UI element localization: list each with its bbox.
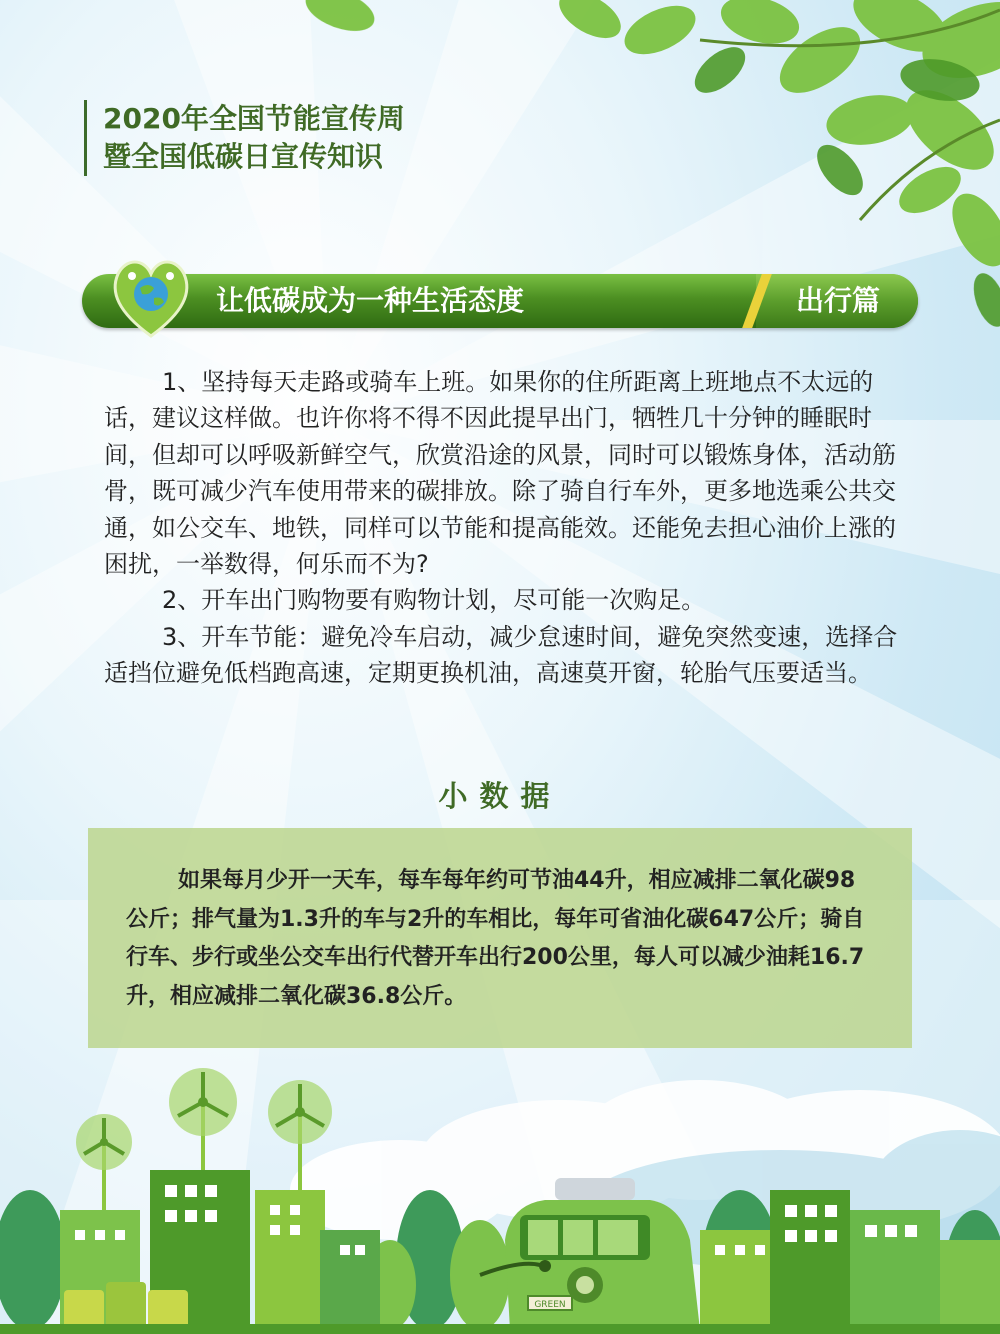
paragraph-3: 3、开车节能：避免冷车启动，减少怠速时间，避免突然变速，选择合适挡位避免低档跑高速，定期更换机油，高速莫开窗，轮胎气压要适当。 xyxy=(104,622,898,688)
header-line-2: 暨全国低碳日宣传知识 xyxy=(103,140,384,173)
paragraph-1: 1、坚持每天走路或骑车上班。如果你的住所距离上班地点不太远的话，建议这样做。也许你将不得不因此提早出门，牺牲几十分钟的睡眠时间，但却可以呼吸新鲜空气，欣赏沿途的风景，同时可以锻炼身体，活动筋骨，既可减少汽车使用带来的碳排放。除了骑自行车外，更多地选乘公共交通，如公交车、地铁，同样可以节能和提高能效。还能免去担心油价上涨的困扰，一举数得，何乐而不为? xyxy=(104,368,896,579)
green-city-illustration xyxy=(0,1060,1000,1334)
header-line-1: 2020年全国节能宣传周 xyxy=(103,102,405,135)
banner-tag: 出行篇 xyxy=(795,284,880,317)
article-body xyxy=(104,364,914,692)
section-banner xyxy=(82,274,918,328)
data-section-title: 小数据 xyxy=(438,779,562,813)
heart-globe-icon xyxy=(108,252,194,342)
poster-header xyxy=(84,100,405,176)
paragraph-2: 2、开车出门购物要有购物计划，尽可能一次购足。 xyxy=(162,586,706,615)
license-plate: GREEN xyxy=(534,1300,566,1310)
data-section-box xyxy=(88,828,912,1048)
banner-title: 让低碳成为一种生活态度 xyxy=(216,284,525,317)
data-section-text: 如果每月少开一天车，每车每年约可节油44升，相应减排二氧化碳98公斤；排气量为1.3升的车与2升的车相比，每年可省油化碳647公斤；骑自行车、步行或坐公交车出行代替开车出行200公里，每人可以减少油耗16.7升，相应减排二氧化碳36.8公斤。 xyxy=(126,868,865,1009)
